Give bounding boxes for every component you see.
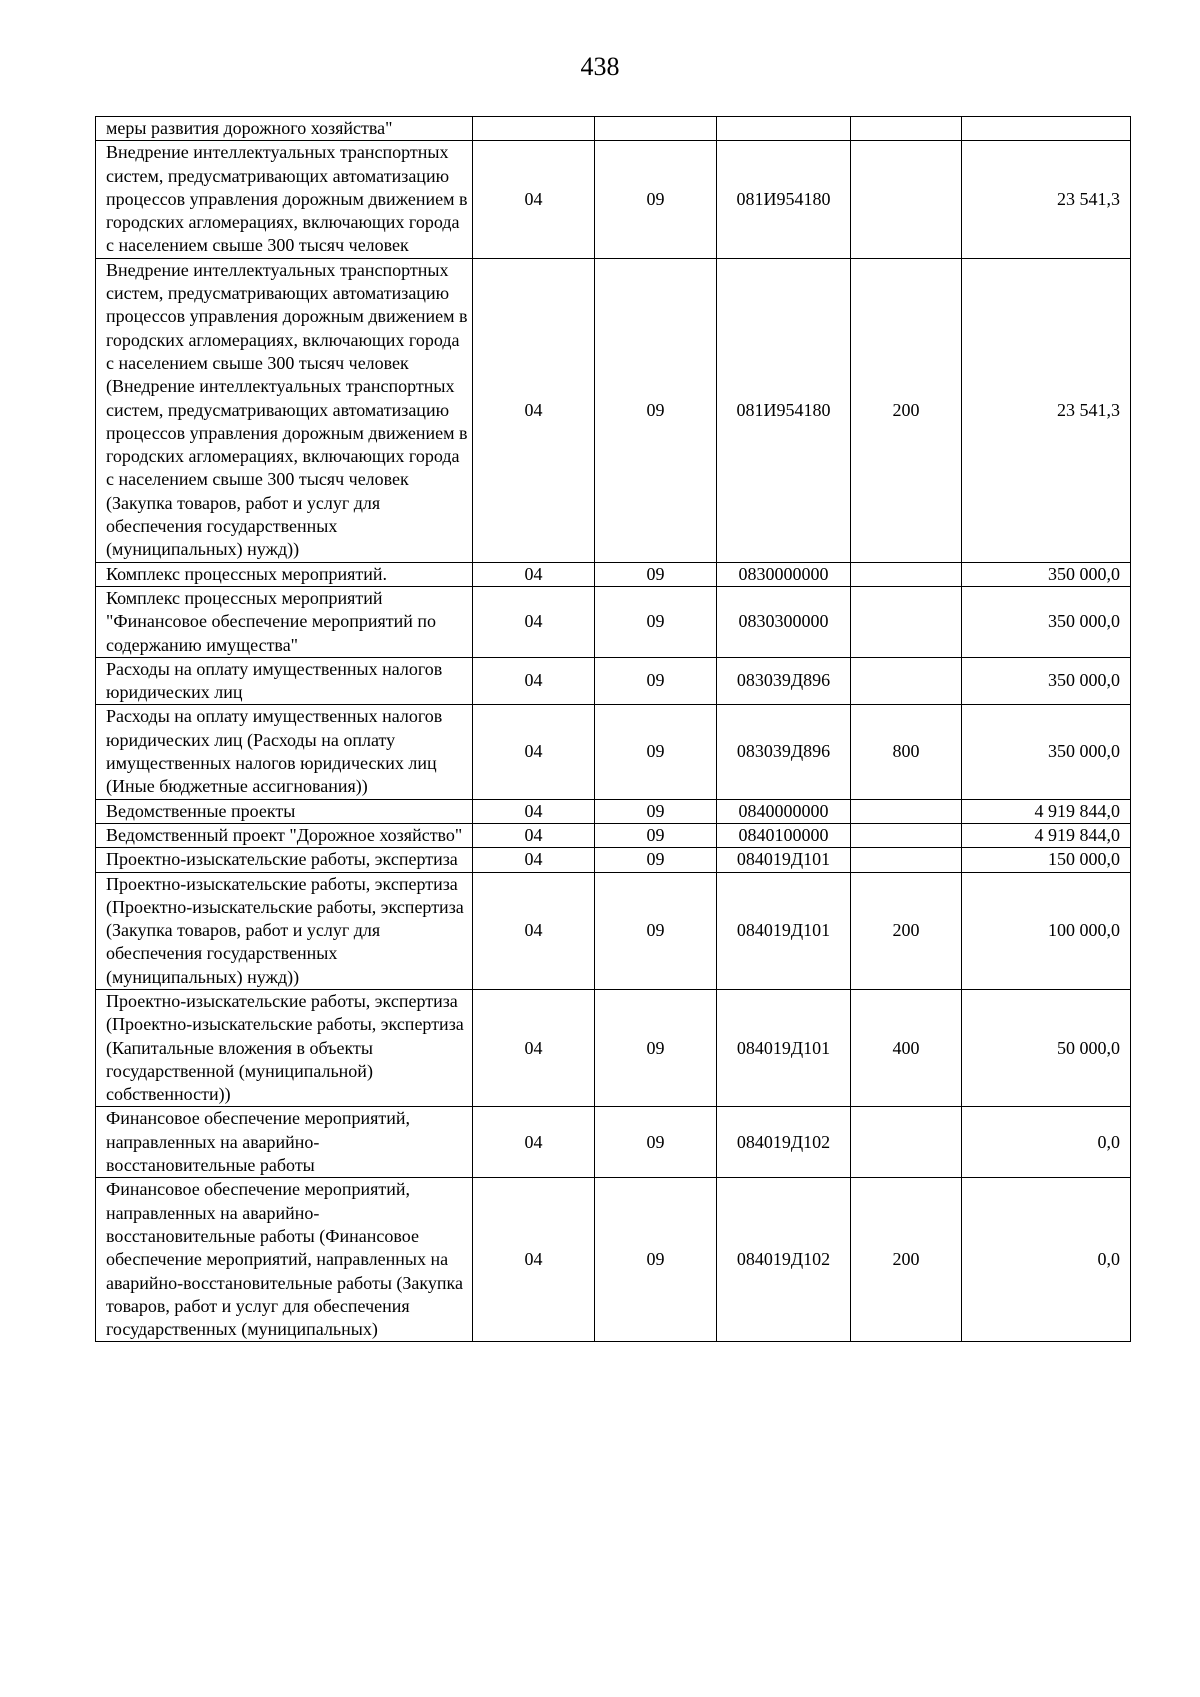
- section-code-cell: 04: [473, 989, 595, 1106]
- subsection-code-cell: 09: [595, 872, 717, 989]
- target-article-cell: 084019Д101: [717, 989, 851, 1106]
- section-code-cell: 04: [473, 848, 595, 872]
- expense-type-cell: [851, 657, 962, 705]
- expense-name-cell: Расходы на оплату имущественных налогов юридических лиц: [96, 657, 473, 705]
- subsection-code-cell: 09: [595, 989, 717, 1106]
- amount-cell: 150 000,0: [962, 848, 1131, 872]
- target-article-cell: 0830000000: [717, 562, 851, 586]
- amount-cell: 4 919 844,0: [962, 799, 1131, 823]
- subsection-code-cell: 09: [595, 258, 717, 562]
- page-number: 438: [580, 52, 620, 81]
- expense-name-cell: Внедрение интеллектуальных транспортных систем, предусматривающих автоматизацию процессов управления дорожным движением в городских агломерациях, включающих города с населением свыше 300 тысяч человек (Внедрение интеллектуальных транспортных систем, предусматривающих автоматизацию процессов управления дорожным движением в городских агломерациях, включающих города с населением свыше 300 тысяч человек (Закупка товаров, работ и услуг для обеспечения государственных (муниципальных) нужд)): [96, 258, 473, 562]
- expense-type-cell: [851, 823, 962, 847]
- amount-cell: 50 000,0: [962, 989, 1131, 1106]
- table-row: [96, 117, 1131, 141]
- target-article-cell: 084019Д102: [717, 1178, 851, 1342]
- expense-type-cell: [851, 1107, 962, 1178]
- expense-type-cell: [851, 562, 962, 586]
- section-code-cell: 04: [473, 141, 595, 258]
- subsection-code-cell: 09: [595, 823, 717, 847]
- table-row: [96, 586, 1131, 657]
- expense-type-cell: 800: [851, 705, 962, 799]
- amount-cell: 350 000,0: [962, 586, 1131, 657]
- expense-name-cell: Расходы на оплату имущественных налогов юридических лиц (Расходы на оплату имущественных налогов юридических лиц (Иные бюджетные ассигнования)): [96, 705, 473, 799]
- table-row: [96, 848, 1131, 872]
- amount-cell: 23 541,3: [962, 258, 1131, 562]
- section-code-cell: 04: [473, 705, 595, 799]
- subsection-code-cell: 09: [595, 705, 717, 799]
- amount-cell: 0,0: [962, 1178, 1131, 1342]
- section-code-cell: [473, 117, 595, 141]
- target-article-cell: 0840000000: [717, 799, 851, 823]
- expense-type-cell: [851, 141, 962, 258]
- target-article-cell: 083039Д896: [717, 657, 851, 705]
- expense-type-cell: 200: [851, 1178, 962, 1342]
- expense-name-cell: Комплекс процессных мероприятий.: [96, 562, 473, 586]
- subsection-code-cell: 09: [595, 848, 717, 872]
- amount-cell: 4 919 844,0: [962, 823, 1131, 847]
- target-article-cell: 0830300000: [717, 586, 851, 657]
- table-row: [96, 872, 1131, 989]
- amount-cell: [962, 117, 1131, 141]
- section-code-cell: 04: [473, 586, 595, 657]
- table-row: [96, 1107, 1131, 1178]
- target-article-cell: 083039Д896: [717, 705, 851, 799]
- section-code-cell: 04: [473, 1107, 595, 1178]
- table-row: [96, 823, 1131, 847]
- amount-cell: 350 000,0: [962, 657, 1131, 705]
- expense-name-cell: Внедрение интеллектуальных транспортных систем, предусматривающих автоматизацию процессов управления дорожным движением в городских агломерациях, включающих города с населением свыше 300 тысяч человек: [96, 141, 473, 258]
- table-row: [96, 258, 1131, 562]
- expense-name-cell: меры развития дорожного хозяйства": [96, 117, 473, 141]
- section-code-cell: 04: [473, 258, 595, 562]
- section-code-cell: 04: [473, 1178, 595, 1342]
- amount-cell: 350 000,0: [962, 562, 1131, 586]
- section-code-cell: 04: [473, 799, 595, 823]
- table-row: [96, 657, 1131, 705]
- expense-type-cell: [851, 799, 962, 823]
- expense-type-cell: 400: [851, 989, 962, 1106]
- section-code-cell: 04: [473, 823, 595, 847]
- table-row: [96, 799, 1131, 823]
- target-article-cell: 084019Д102: [717, 1107, 851, 1178]
- expense-type-cell: [851, 117, 962, 141]
- expense-type-cell: [851, 586, 962, 657]
- table-row: [96, 141, 1131, 258]
- expense-name-cell: Проектно-изыскательские работы, экспертиза (Проектно-изыскательские работы, экспертиза (Закупка товаров, работ и услуг для обеспечения государственных (муниципальных) нужд)): [96, 872, 473, 989]
- section-code-cell: 04: [473, 872, 595, 989]
- target-article-cell: 084019Д101: [717, 872, 851, 989]
- subsection-code-cell: 09: [595, 562, 717, 586]
- table-row: [96, 705, 1131, 799]
- expense-name-cell: Проектно-изыскательские работы, экспертиза: [96, 848, 473, 872]
- amount-cell: 350 000,0: [962, 705, 1131, 799]
- amount-cell: 0,0: [962, 1107, 1131, 1178]
- target-article-cell: 0840100000: [717, 823, 851, 847]
- subsection-code-cell: 09: [595, 1107, 717, 1178]
- amount-cell: 100 000,0: [962, 872, 1131, 989]
- budget-table: [95, 116, 1131, 1342]
- expense-type-cell: 200: [851, 258, 962, 562]
- amount-cell: 23 541,3: [962, 141, 1131, 258]
- expense-name-cell: Комплекс процессных мероприятий "Финансовое обеспечение мероприятий по содержанию имущества": [96, 586, 473, 657]
- expense-name-cell: Проектно-изыскательские работы, экспертиза (Проектно-изыскательские работы, экспертиза (Капитальные вложения в объекты государственной (муниципальной) собственности)): [96, 989, 473, 1106]
- subsection-code-cell: [595, 117, 717, 141]
- expense-type-cell: [851, 848, 962, 872]
- table-row: [96, 1178, 1131, 1342]
- section-code-cell: 04: [473, 562, 595, 586]
- target-article-cell: 084019Д101: [717, 848, 851, 872]
- expense-name-cell: Ведомственные проекты: [96, 799, 473, 823]
- subsection-code-cell: 09: [595, 657, 717, 705]
- target-article-cell: 081И954180: [717, 258, 851, 562]
- expense-name-cell: Финансовое обеспечение мероприятий, направленных на аварийно-восстановительные работы: [96, 1107, 473, 1178]
- subsection-code-cell: 09: [595, 586, 717, 657]
- expense-name-cell: Ведомственный проект "Дорожное хозяйство": [96, 823, 473, 847]
- expense-name-cell: Финансовое обеспечение мероприятий, направленных на аварийно-восстановительные работы (Финансовое обеспечение мероприятий, направленных на аварийно-восстановительные работы (Закупка товаров, работ и услуг для обеспечения государственных (муниципальных): [96, 1178, 473, 1342]
- target-article-cell: 081И954180: [717, 141, 851, 258]
- table-row: [96, 989, 1131, 1106]
- target-article-cell: [717, 117, 851, 141]
- expense-type-cell: 200: [851, 872, 962, 989]
- subsection-code-cell: 09: [595, 141, 717, 258]
- subsection-code-cell: 09: [595, 1178, 717, 1342]
- table-row: [96, 562, 1131, 586]
- budget-table-body: [96, 117, 1131, 1342]
- subsection-code-cell: 09: [595, 799, 717, 823]
- section-code-cell: 04: [473, 657, 595, 705]
